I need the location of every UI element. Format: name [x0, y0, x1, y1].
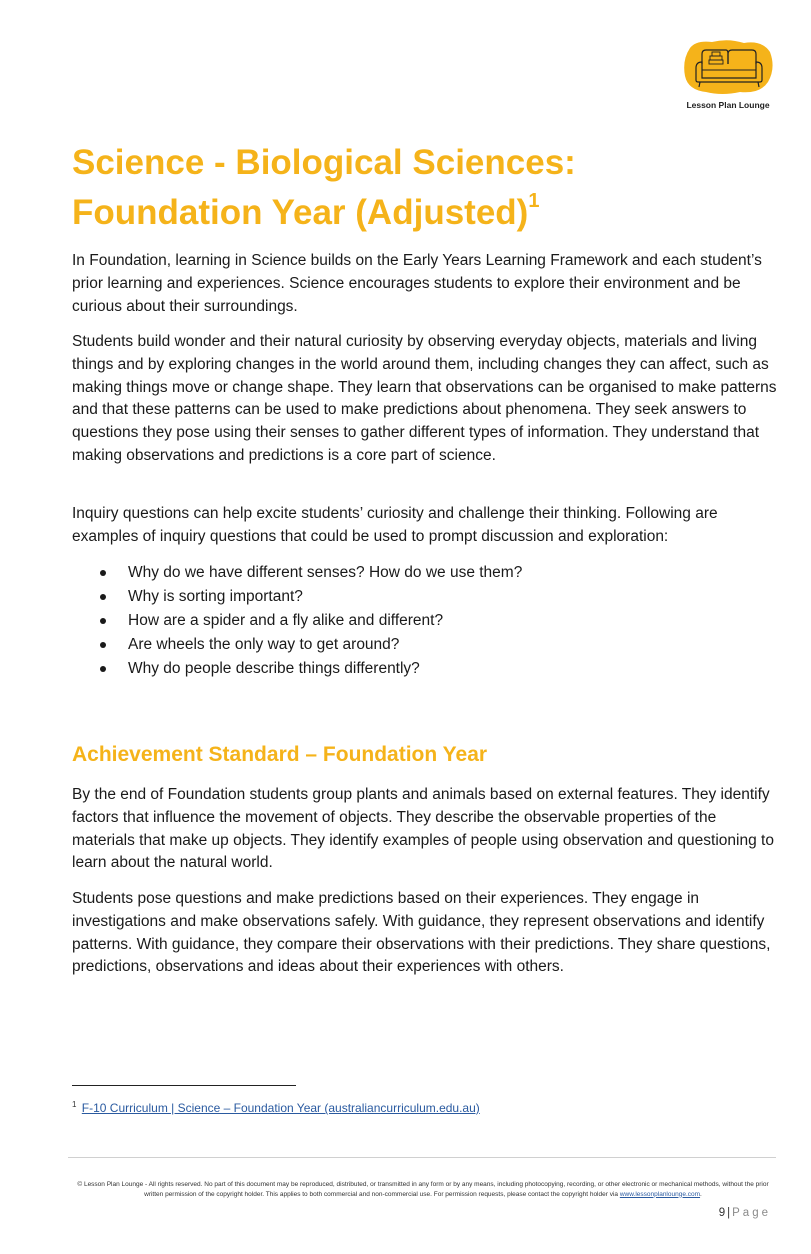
description-paragraph: Students build wonder and their natural curiosity by observing everyday objects, materials and living things and by exploring changes in the world around them, including changes they can affect, such as making things move or change shape. They learn that observations can be organised to make patterns and that these patterns can be used to make predictions about phenomena. They seek answers to questions they pose using their senses to gather different types of information. They understand that making observations and predictions is a core part of science. — [72, 333, 777, 464]
inquiry-question-list — [72, 561, 772, 681]
bullet-icon — [100, 570, 106, 576]
footnote-divider — [72, 1085, 296, 1086]
page-label: Page — [732, 1207, 771, 1219]
achievement-heading: Achievement Standard – Foundation Year — [72, 743, 488, 766]
page-separator: | — [727, 1207, 731, 1219]
achievement-paragraph-1: By the end of Foundation students group plants and animals based on external features. They identify factors that influence the movement of objects. They describe the observable properties of the materials that make up objects. They identify examples of people using observation and questioning to learn about the natural world. — [72, 786, 774, 872]
list-item-text: Why do we have different senses? How do we use them? — [128, 564, 523, 581]
bullet-icon — [100, 642, 106, 648]
intro-paragraph: In Foundation, learning in Science builds on the Early Years Learning Framework and each student’s prior learning and experiences. Science encourages students to explore their environment and be curious about their surroundings. — [72, 252, 762, 315]
list-item — [72, 585, 772, 609]
list-item-text: Why do people describe things differently? — [128, 660, 420, 677]
footnote-link[interactable]: F-10 Curriculum | Science – Foundation Year (australiancurriculum.edu.au) — [81, 1101, 480, 1115]
footer-divider — [68, 1157, 776, 1158]
bullet-icon — [100, 594, 106, 600]
list-item — [72, 633, 772, 657]
page-title — [72, 138, 576, 238]
sofa-logo-icon — [682, 38, 774, 100]
footnote-number: 1 — [72, 1100, 77, 1109]
page-number — [719, 1207, 771, 1219]
list-item-text: Why is sorting important? — [128, 588, 303, 605]
copyright-text: © Lesson Plan Lounge - All rights reserved. No part of this document may be reproduced, distributed, or transmitted in any form or by any means, including photocopying, recording, or other electronic or mechanical methods, without the prior written permission of the copyright holder. This applies to both commercial and non-commercial use. For permission requests, please contact the copyright holder via — [77, 1181, 769, 1198]
logo-text: Lesson Plan Lounge — [686, 100, 770, 110]
list-item — [72, 609, 772, 633]
inquiry-paragraph: Inquiry questions can help excite students’ curiosity and challenge their thinking. Following are examples of inquiry questions that could be used to prompt discussion and exploration: — [72, 505, 718, 545]
list-item-text: How are a spider and a fly alike and different? — [128, 612, 444, 629]
title-footnote-ref: 1 — [528, 190, 540, 213]
title-line-1: Science - Biological Sciences: — [72, 143, 576, 182]
page-number-value: 9 — [718, 1207, 726, 1219]
title-line-2-text: Foundation Year (Adjusted) — [72, 193, 529, 232]
bullet-icon — [100, 618, 106, 624]
title-line-2 — [72, 188, 576, 238]
achievement-paragraph-2: Students pose questions and make predictions based on their experiences. They engage in investigations and make observations safely. With guidance, they represent observations and identify patterns. With guidance, they compare their observations with their predictions. They share questions, predictions, observations and ideas about their experiences with others. — [72, 890, 771, 976]
copyright-notice: © Lesson Plan Lounge - All rights reserved. No part of this document may be reproduced, distributed, or transmitted in any form or by any means, including photocopying, recording, or other electronic or mechanical methods, without the prior written permission of the copyright holder. This applies to both commercial and non-commercial use. For permission requests, please contact the copyright holder via www.lessonplanlounge.com. — [77, 1181, 769, 1198]
brand-logo — [682, 38, 774, 112]
list-item-text: Are wheels the only way to get around? — [128, 636, 400, 653]
footnote — [72, 1100, 480, 1115]
list-item — [72, 561, 772, 585]
list-item — [72, 657, 772, 681]
bullet-icon — [100, 666, 106, 672]
website-link[interactable]: www.lessonplanlounge.com — [619, 1190, 701, 1198]
